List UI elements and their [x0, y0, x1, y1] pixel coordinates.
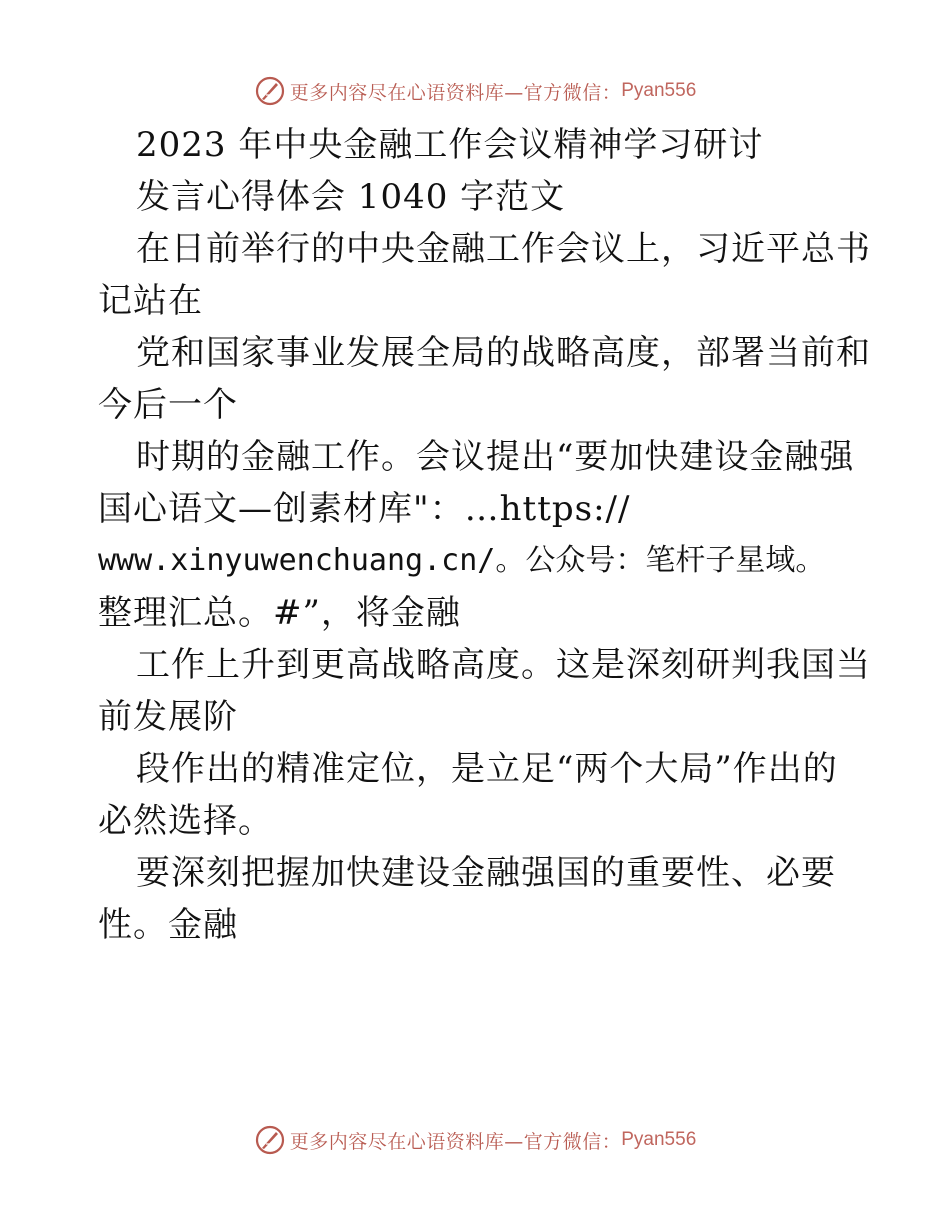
paragraph-line: 记站在 [98, 281, 203, 321]
paragraph-line: 前发展阶 [98, 697, 238, 737]
document-body [98, 125, 871, 957]
banner-wechat-id: Pyan556 [621, 1129, 697, 1150]
paragraph-line: 国心语文—创素材库"：…https:// [98, 489, 631, 529]
paragraph-line: 必然选择。 [98, 801, 273, 841]
paragraph-line: 要深刻把握加快建设金融强国的重要性、必要 [136, 853, 836, 893]
paragraph-line: 今后一个 [98, 385, 238, 425]
paragraph-line-url: www.xinyuwenchuang.cn/。公众号：笔杆子星域。 [98, 543, 826, 578]
doc-title-line-1: 2023 年中央金融工作会议精神学习研讨 [136, 125, 764, 165]
paragraph-line: 党和国家事业发展全局的战略高度，部署当前和 [136, 333, 871, 373]
footer-banner [0, 1120, 950, 1160]
paragraph-line: 性。金融 [98, 905, 238, 945]
paragraph-line: 工作上升到更高战略高度。这是深刻研判我国当 [136, 645, 871, 685]
banner-wechat-id: Pyan556 [621, 80, 697, 101]
banner-text: 更多内容尽在心语资料库—官方微信： [289, 81, 622, 104]
feather-pen-circle-icon [254, 1124, 286, 1156]
paragraph-line: 在日前举行的中央金融工作会议上，习近平总书 [136, 229, 871, 269]
doc-title-line-2: 发言心得体会 1040 字范文 [136, 177, 566, 217]
banner-text: 更多内容尽在心语资料库—官方微信： [289, 1130, 622, 1153]
paragraph-line: 段作出的精准定位，是立足“两个大局”作出的 [136, 749, 838, 789]
paragraph-line: 时期的金融工作。会议提出“要加快建设金融强 [136, 437, 855, 477]
feather-pen-circle-icon [254, 75, 286, 107]
paragraph-line: 整理汇总。#”，将金融 [98, 593, 461, 633]
header-banner [0, 71, 950, 111]
